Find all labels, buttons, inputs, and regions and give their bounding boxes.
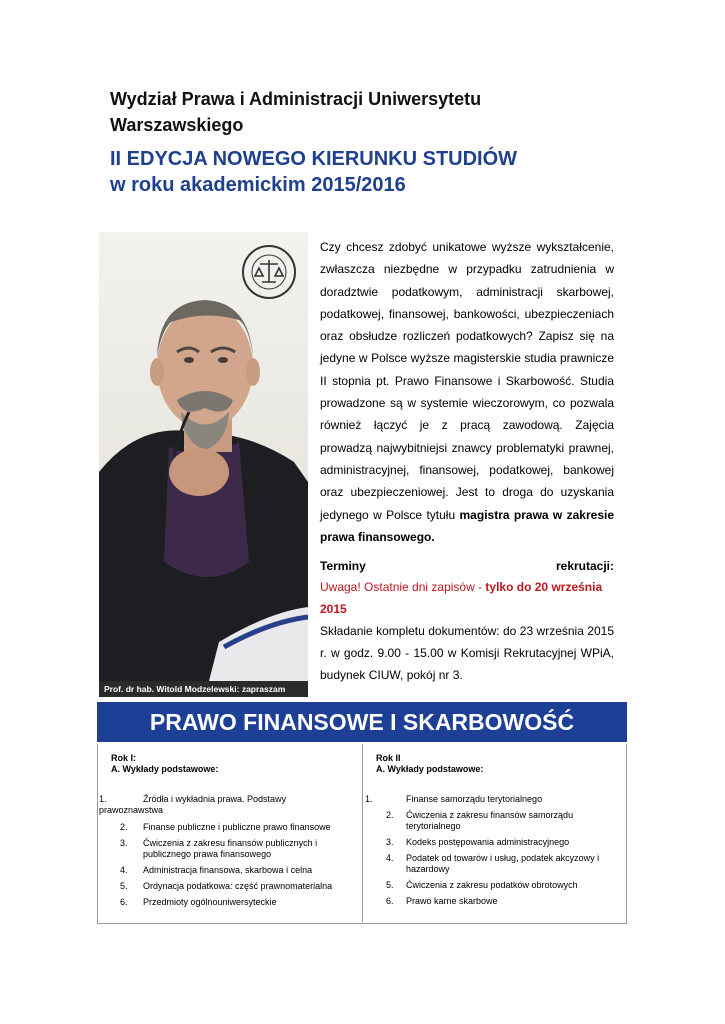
year-2-item-num: 2. (386, 810, 394, 820)
intro-bold-tail: magistra prawa w zakresie prawa finansowego. (320, 507, 614, 544)
edition-line-2: w roku akademickim 2015/2016 (110, 174, 406, 196)
year-2-item-num: 1. (365, 794, 373, 804)
year-1-item: Źródła i wykładnia prawa. Podstawy prawoznawstwa (99, 794, 287, 815)
university-seal-icon (243, 246, 295, 298)
year-1-item-num: 4. (120, 865, 128, 875)
year-1-item: Przedmioty ogólnouniwersyteckie (143, 897, 277, 907)
table-column-divider (362, 744, 363, 922)
submission-info: Składanie kompletu dokumentów: do 23 września 2015 r. w godz. 9.00 - 15.00 w Komisji Rekrutacyjnej WPiA, budynek CIUW, pokój nr 3. (320, 624, 614, 682)
year-1-item-num: 6. (120, 897, 128, 907)
year-2-item-num: 4. (386, 853, 394, 863)
year-1-item-num: 5. (120, 881, 128, 891)
year-1-item-num: 1. (99, 794, 107, 804)
year-1-item-num: 3. (120, 838, 128, 848)
year-1-item-num: 2. (120, 822, 128, 832)
deadlines-label-word-1: Terminy (320, 559, 366, 573)
year-1-subtitle: A. Wykłady podstawowe: (111, 764, 219, 774)
year-1-item: Administracja finansowa, skarbowa i celna (143, 865, 313, 875)
intro-text: Czy chcesz zdobyć unikatowe wyższe wykształcenie, zwłaszcza niezbędne w przypadku zatrudnienia w doradztwie podatkowym, administracji skarbowej, podatkowej, finansowej, bankowości, ubezpieczeniach oraz obsłudze rozliczeń podatkowych? Zapisz się na jedyne w Polsce wyższe magisterskie studia prawnicze II stopnia pt. Prawo Finansowe i Skarbowość. Studia prowadzone są w systemie wieczorowym, co pozwala również łączyć je z pracą zawodową. Zajęcia prowadzą najwybitniejsi znawcy problematyki prawnej, administracyjnej, finansowej, podatkowej, bankowej oraz ubezpieczeniowej. Jest to droga do uzyskania jedynego w Polsce tytułu (320, 240, 614, 522)
faculty-heading (110, 86, 530, 138)
year-2-item: Prawo karne skarbowe (406, 896, 498, 906)
year-2-item-num: 5. (386, 880, 394, 890)
year-2-subtitle: A. Wykłady podstawowe: (376, 764, 484, 774)
portrait-illustration (99, 232, 308, 697)
warning-prefix: Uwaga! Ostatnie dni zapisów - (320, 580, 486, 594)
year-2-title: Rok II (376, 753, 401, 763)
year-1-title: Rok I: (111, 753, 137, 763)
year-1-item: Ćwiczenia z zakresu finansów publicznych i publicznego prawa finansowego (143, 838, 318, 859)
warning-date: tylko do 20 września 2015 (320, 580, 603, 616)
intro-paragraph (320, 236, 614, 548)
year-2-item-num: 3. (386, 837, 394, 847)
year-2-item-num: 6. (386, 896, 394, 906)
deadline-warning (320, 576, 614, 620)
faculty-line-1: Wydział Prawa i Administracji Uniwersytetu (110, 89, 482, 109)
year-1-item: Finanse publiczne i publiczne prawo finansowe (143, 822, 331, 832)
deadlines-label-word-2: rekrutacji: (555, 559, 614, 573)
edition-line-1: II EDYCJA NOWEGO KIERUNKU STUDIÓW (110, 148, 518, 170)
year-2-item: Ćwiczenia z zakresu podatków obrotowych (406, 880, 578, 890)
year-2-item: Finanse samorządu terytorialnego (406, 794, 543, 804)
edition-heading (110, 146, 580, 198)
program-banner: PRAWO FINANSOWE I SKARBOWOŚĆ (97, 702, 627, 742)
deadlines-label (320, 555, 614, 577)
photo-caption: Prof. dr hab. Witold Modzelewski: zapraszam (99, 681, 308, 697)
year-1-item: Ordynacja podatkowa: część prawnomaterialna (143, 881, 333, 891)
year-2-item: Podatek od towarów i usług, podatek akcyzowy i hazardowy (406, 853, 600, 874)
professor-photo (99, 232, 308, 697)
faculty-line-2: Warszawskiego (110, 115, 244, 135)
year-2-item: Ćwiczenia z zakresu finansów samorządu terytorialnego (406, 810, 574, 831)
year-2-item: Kodeks postępowania administracyjnego (406, 837, 570, 847)
